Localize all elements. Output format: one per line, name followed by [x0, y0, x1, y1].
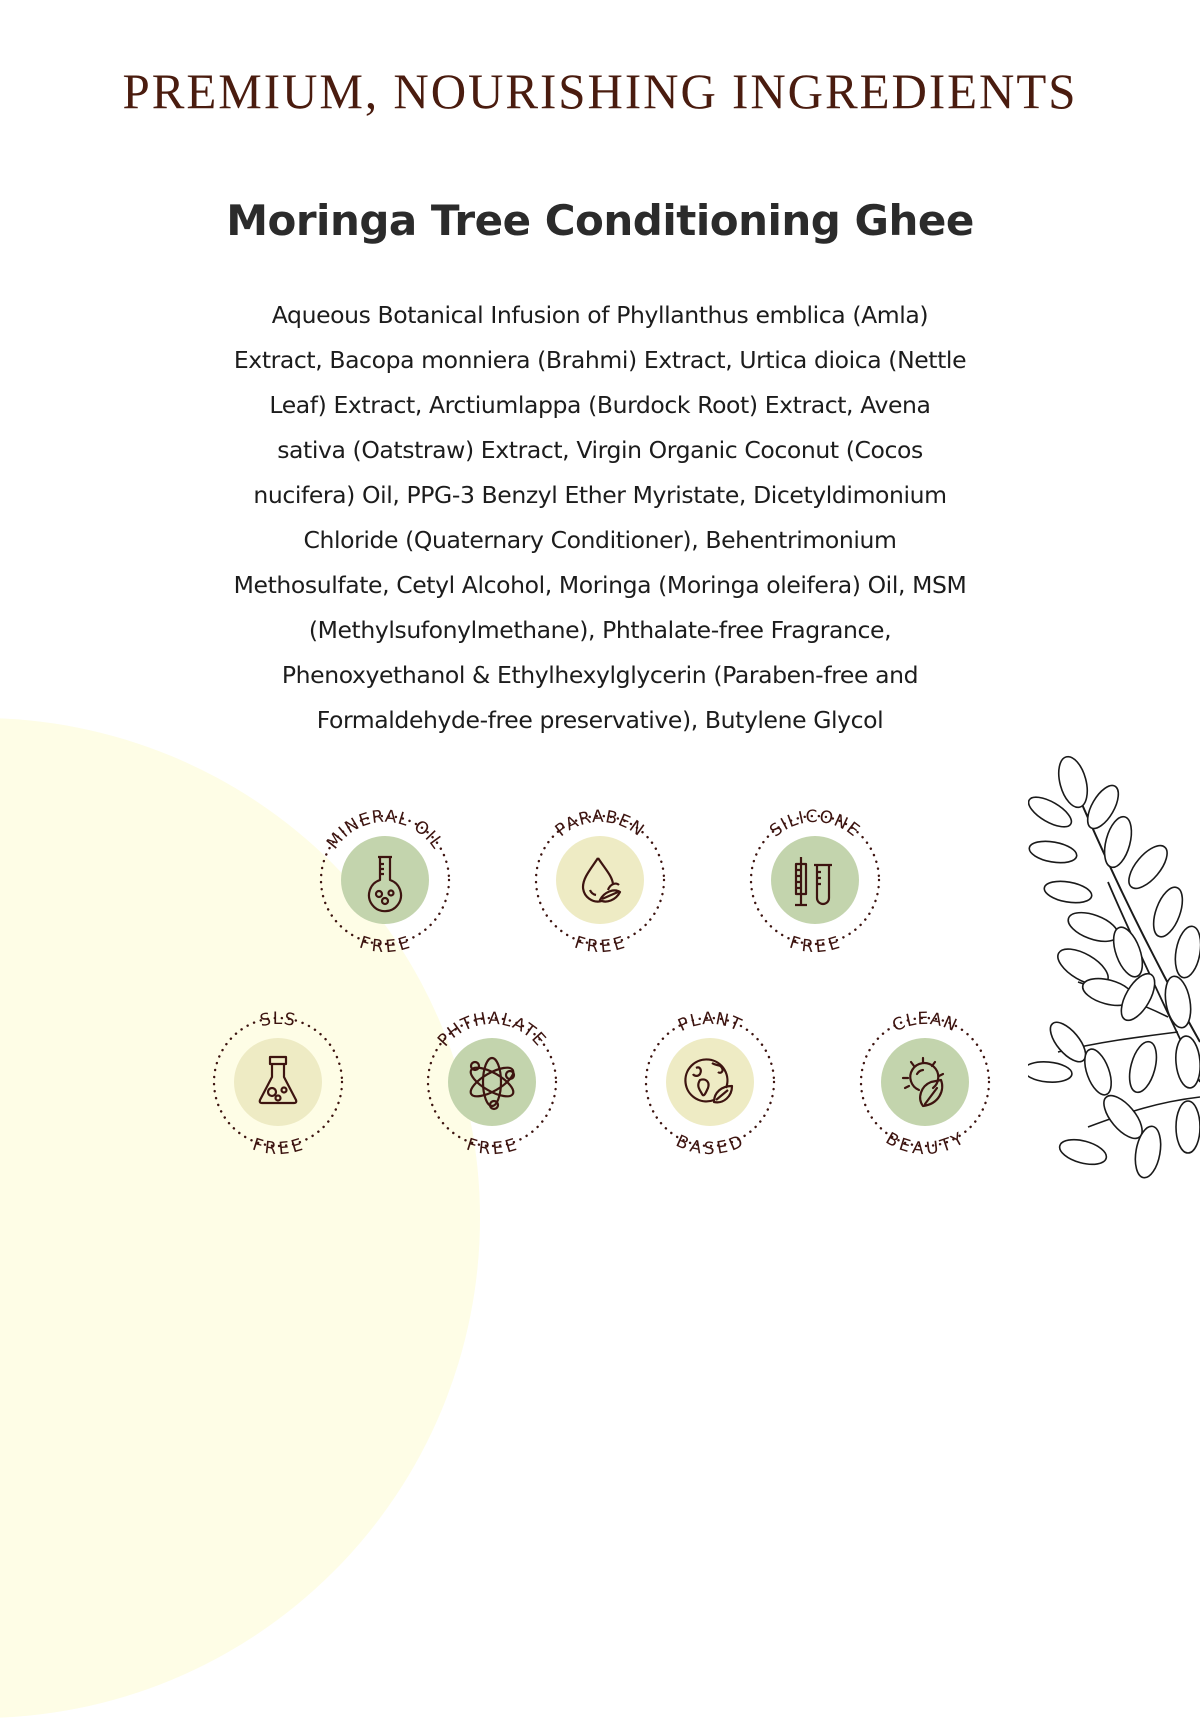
badge-silicone-free [735, 800, 895, 960]
badge-bottom-label: FREE [571, 932, 628, 958]
svg-text:FREE [787, 933, 843, 957]
badge-top-label: PHTHALATE [434, 1008, 550, 1051]
badge-top-label: MINERAL OIL [323, 806, 448, 854]
ingredient-line: (Methylsufonylmethane), Phthalate-free Fragrance, [308, 616, 892, 644]
svg-text:SLS [258, 1009, 297, 1031]
section-heading: PREMIUM, NOURISHING INGREDIENTS [122, 63, 1078, 119]
ingredient-line: Methosulfate, Cetyl Alcohol, Moringa (Moringa oleifera) Oil, MSM [233, 571, 967, 599]
ingredient-line: Extract, Bacopa monniera (Brahmi) Extract, Urtica dioica (Nettle [233, 346, 967, 374]
ingredient-line: Aqueous Botanical Infusion of Phyllanthus emblica (Amla) [271, 301, 929, 329]
badge-paraben-free [520, 800, 680, 960]
svg-text:FREE [357, 933, 413, 957]
badge-top-label: SILICONE [766, 806, 864, 842]
badge-top-label: SLS [258, 1009, 298, 1032]
ingredient-line: Phenoxyethanol & Ethylhexylglycerin (Paraben-free and [281, 661, 919, 689]
ingredient-line: Formaldehyde-free preservative), Butylene Glycol [316, 706, 884, 734]
badge-mineral-oil-free [305, 800, 465, 960]
svg-text:FREE [464, 1135, 520, 1159]
badge-phthalate-free [412, 1002, 572, 1162]
badge-top-label: PARABEN [551, 806, 649, 841]
svg-text:PLANT [675, 1009, 745, 1036]
ingredient-line: nucifera) Oil, PPG-3 Benzyl Ether Myristate, Dicetyldimonium [253, 481, 947, 509]
product-name: Moringa Tree Conditioning Ghee [226, 196, 974, 245]
ingredient-line: Chloride (Quaternary Conditioner), Behentrimonium [303, 526, 897, 554]
ingredient-line: sativa (Oatstraw) Extract, Virgin Organic Coconut (Cocos [277, 436, 923, 464]
ingredient-line: Leaf) Extract, Arctiumlappa (Burdock Root) Extract, Avena [269, 391, 931, 419]
svg-text:FREE [572, 933, 628, 957]
svg-text:FREE [250, 1135, 306, 1159]
badge-bottom-label: BASED [672, 1131, 747, 1160]
badge-top-label: CLEAN [889, 1008, 961, 1037]
svg-text:BEAUTY [882, 1129, 968, 1159]
svg-text:BASED [673, 1131, 747, 1159]
badge-bottom-label: FREE [463, 1134, 520, 1160]
svg-text:PARABEN [552, 807, 648, 841]
badge-sls-free [198, 1002, 358, 1162]
moringa-branch-illustration [1028, 752, 1200, 1200]
badge-bottom-label: BEAUTY [882, 1128, 968, 1160]
badge-top-label: PLANT [675, 1008, 745, 1036]
svg-text:CLEAN [889, 1009, 960, 1036]
badge-clean-beauty [845, 1002, 1005, 1162]
badge-bottom-label: FREE [786, 932, 843, 958]
badge-bottom-label: FREE [249, 1134, 306, 1160]
badge-plant-based [630, 1002, 790, 1162]
badge-bottom-label: FREE [356, 932, 413, 958]
ingredient-list [150, 293, 1050, 743]
